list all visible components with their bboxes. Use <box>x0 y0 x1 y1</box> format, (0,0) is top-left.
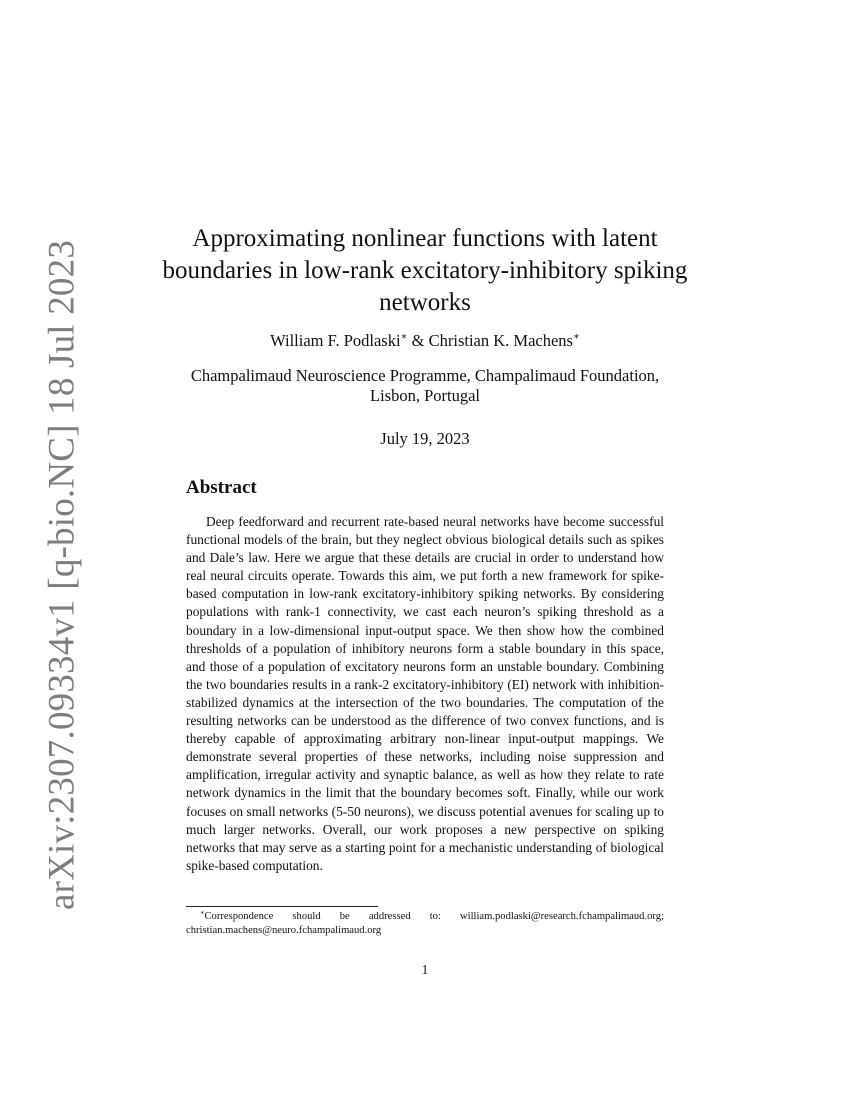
author-separator: & <box>407 331 429 350</box>
abstract-heading: Abstract <box>186 477 257 498</box>
author-line <box>150 331 700 351</box>
arxiv-identifier-stamp: arXiv:2307.09334v1 [q-bio.NC] 18 Jul 2023 <box>41 239 83 911</box>
affiliation: Champalimaud Neuroscience Programme, Champalimaud Foundation, Lisbon, Portugal <box>190 366 660 405</box>
correspondence-mark: ∗ <box>572 331 580 343</box>
correspondence-mark: ∗ <box>400 331 408 343</box>
page-number: 1 <box>421 962 429 977</box>
paper-title: Approximating nonlinear functions with latent boundaries in low-rank excitatory-inhibitory spiking networks <box>162 225 688 316</box>
footnote-divider <box>186 906 378 907</box>
correspondence-footnote <box>186 910 664 937</box>
footnote-mark: ∗ <box>200 909 205 917</box>
author-name: William F. Podlaski <box>270 331 401 350</box>
author-name: Christian K. Machens <box>428 331 573 350</box>
abstract-text: Deep feedforward and recurrent rate-based neural networks have become successful functional models of the brain, but they neglect obvious biological details such as spikes and Dale’s law. Here we argue that these details are crucial in order to understand how real neural circuits operate. Towards this aim, we put forth a new framework for spike-based computation in low-rank excitatory-inhibitory spiking networks. By considering populations with rank-1 connectivity, we cast each neuron’s spiking threshold as a boundary in a low-dimensional input-output space. We then show how the combined thresholds of a population of inhibitory neurons form a stable boundary in this space, and those of a population of excitatory neurons form an unstable boundary. Combining the two boundaries results in a rank-2 excitatory-inhibitory (EI) network with inhibition-stabilized dynamics at the intersection of the two boundaries. The computation of the resulting networks can be understood as the difference of two convex functions, and is thereby capable of approximating arbitrary non-linear input-output mappings. We demonstrate several properties of these networks, including noise suppression and amplification, irregular activity and synaptic balance, as well as how they relate to rate network dynamics in the limit that the boundary becomes soft. Finally, while our work focuses on small networks (5-50 neurons), we discuss potential avenues for scaling up to much larger networks. Overall, our work proposes a new perspective on spiking networks that may serve as a starting point for a mechanistic understanding of biological spike-based computation. <box>186 514 664 873</box>
footnote-text: Correspondence should be addressed to: william.podlaski@research.fchampalimaud.org; christian.machens@neuro.fchampalimaud.org <box>186 911 664 936</box>
publication-date: July 19, 2023 <box>380 429 470 448</box>
